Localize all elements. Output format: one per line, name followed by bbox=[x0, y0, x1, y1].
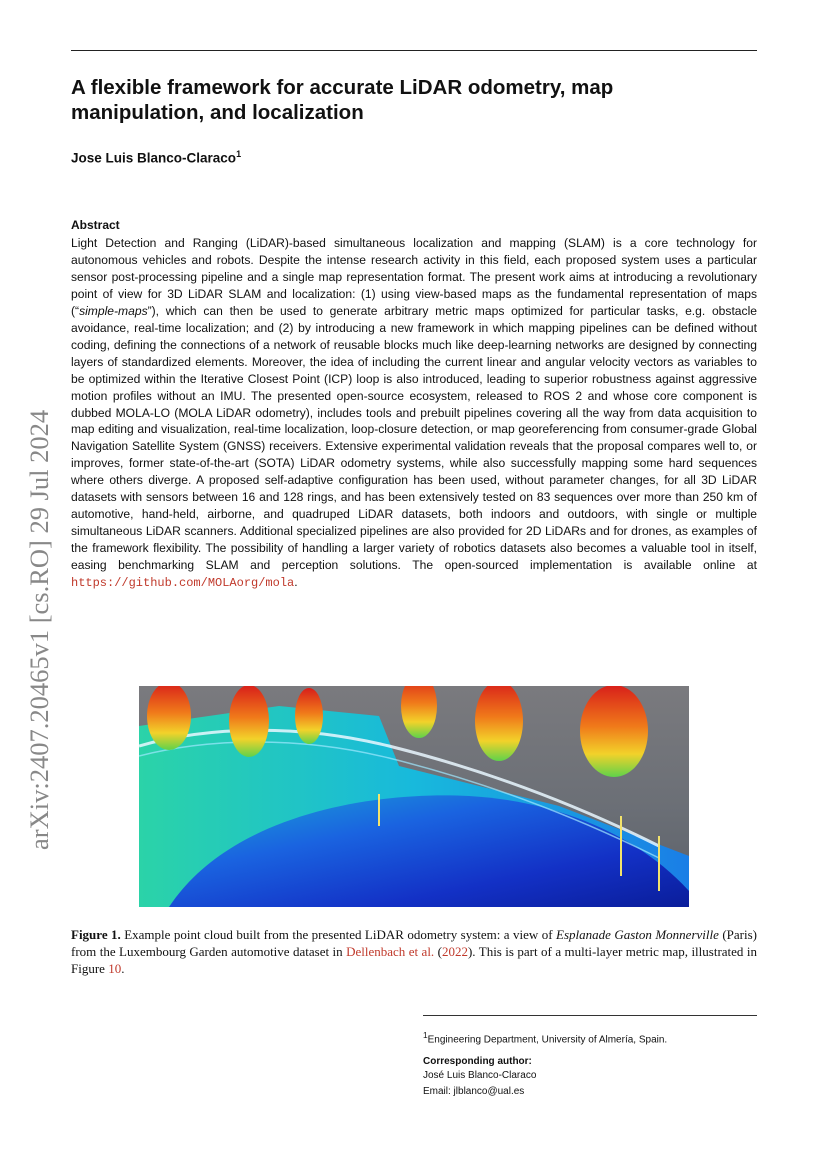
footnote-affil-mark: 1 bbox=[423, 1030, 428, 1040]
author-affil-mark: 1 bbox=[236, 149, 242, 159]
figure-ref-link[interactable]: 10 bbox=[108, 961, 122, 976]
abstract-heading: Abstract bbox=[71, 218, 120, 232]
abstract-text-1: Light Detection and Ranging (LiDAR)-based simultaneous localization and mapping (SLAM) is a core technology for autonomous vehicles and robots. Despite the intense research activity in this field, each proposed system uses a particular sensor post-processing pipeline and a single map representation format. The present work aims at introducing a revolutionary point of view for 3D LiDAR SLAM and localization: (1) using view-based maps as the fundamental representation of maps (“ bbox=[71, 236, 757, 318]
corresponding-email: Email: jlblanco@ual.es bbox=[423, 1086, 525, 1097]
author-line bbox=[71, 149, 241, 166]
figure-caption bbox=[71, 926, 757, 977]
abstract-text-2: ”), which can then be used to generate arbitrary metric maps optimized for particular tasks, e.g. obstacle avoidance, real-time localization; and (2) by introducing a new framework in which mapping pipelines can be defined without coding, defining the connections of a network of reusable blocks much like deep-learning networks are designed by connecting layers of standardized elements. Moreover, the idea of including the current linear and angular velocity vectors as variables to be optimized within the Iterative Closest Point (ICP) loop is also introduced, leading to superior robustness against aggressive motion profiles without an IMU. The presented open-source ecosystem, released to ROS 2 and whose core component is dubbed MOLA-LO (MOLA LiDAR odometry), includes tools and prebuilt pipelines covering all the way from data acquisition to map editing and visualization, real-time localization, loop-closure detection, or map georeferencing from consumer-grade Global Navigation Satellite System (GNSS) receivers. Extensive experimental validation reveals that the proposal compares well to, or improves, former state-of-the-art (SOTA) LiDAR odometry systems, while also successfully mapping some hard sequences where others diverge. A proposed self-adaptive configuration has been used, without parameter changes, for all 3D LiDAR datasets with sensors between 16 and 128 rings, and has been extensively tested on 83 sequences over more than 250 km of automotive, hand-held, airborne, and quadruped LiDAR datasets, both indoors and outdoors, with single or multiple simultaneous LiDAR scanners. Additional specialized pipelines are also provided for 2D LiDARs and for drones, as examples of the framework flexibility. The possibility of handling a larger variety of robotics datasets also becomes a valuable tool in itself, easing benchmarking SLAM and perception solutions. The open-sourced implementation is available online at bbox=[71, 303, 757, 573]
abstract-end: . bbox=[294, 575, 298, 590]
abstract-body bbox=[71, 235, 757, 592]
citation-link-year[interactable]: 2022 bbox=[441, 944, 468, 959]
caption-text-3: ). This is part of a multi-layer metric map, illustrated in Figure bbox=[71, 944, 757, 976]
caption-italic-place: Esplanade Gaston Monnerville bbox=[556, 927, 719, 942]
paper-title: A flexible framework for accurate LiDAR odometry, map manipulation, and localization bbox=[71, 76, 614, 124]
footnote-affiliation bbox=[423, 1030, 667, 1045]
figure-label: Figure 1. bbox=[71, 927, 121, 942]
corresponding-label: Corresponding author: bbox=[423, 1056, 532, 1067]
abstract-italic: simple-maps bbox=[79, 303, 148, 318]
caption-text-2: (Paris) from the Luxembourg Garden automotive dataset in bbox=[71, 927, 757, 959]
figure-point-cloud-image bbox=[139, 686, 689, 907]
top-rule bbox=[71, 50, 757, 51]
corresponding-name: José Luis Blanco-Claraco bbox=[423, 1070, 537, 1081]
affiliation-text: Engineering Department, University of Almería, Spain. bbox=[427, 1034, 668, 1046]
arxiv-sidebar-id: arXiv:2407.20465v1 [cs.RO] 29 Jul 2024 bbox=[24, 409, 54, 850]
repo-link[interactable]: https://github.com/MOLAorg/mola bbox=[71, 576, 295, 591]
footnote-rule bbox=[423, 1015, 757, 1016]
author-name: Jose Luis Blanco-Claraco bbox=[71, 150, 237, 166]
caption-paren-open: ( bbox=[434, 944, 442, 959]
caption-text-4: . bbox=[121, 961, 125, 976]
caption-text-1: Example point cloud built from the presented LiDAR odometry system: a view of bbox=[120, 927, 557, 942]
citation-link-name[interactable]: Dellenbach et al. bbox=[346, 944, 435, 959]
